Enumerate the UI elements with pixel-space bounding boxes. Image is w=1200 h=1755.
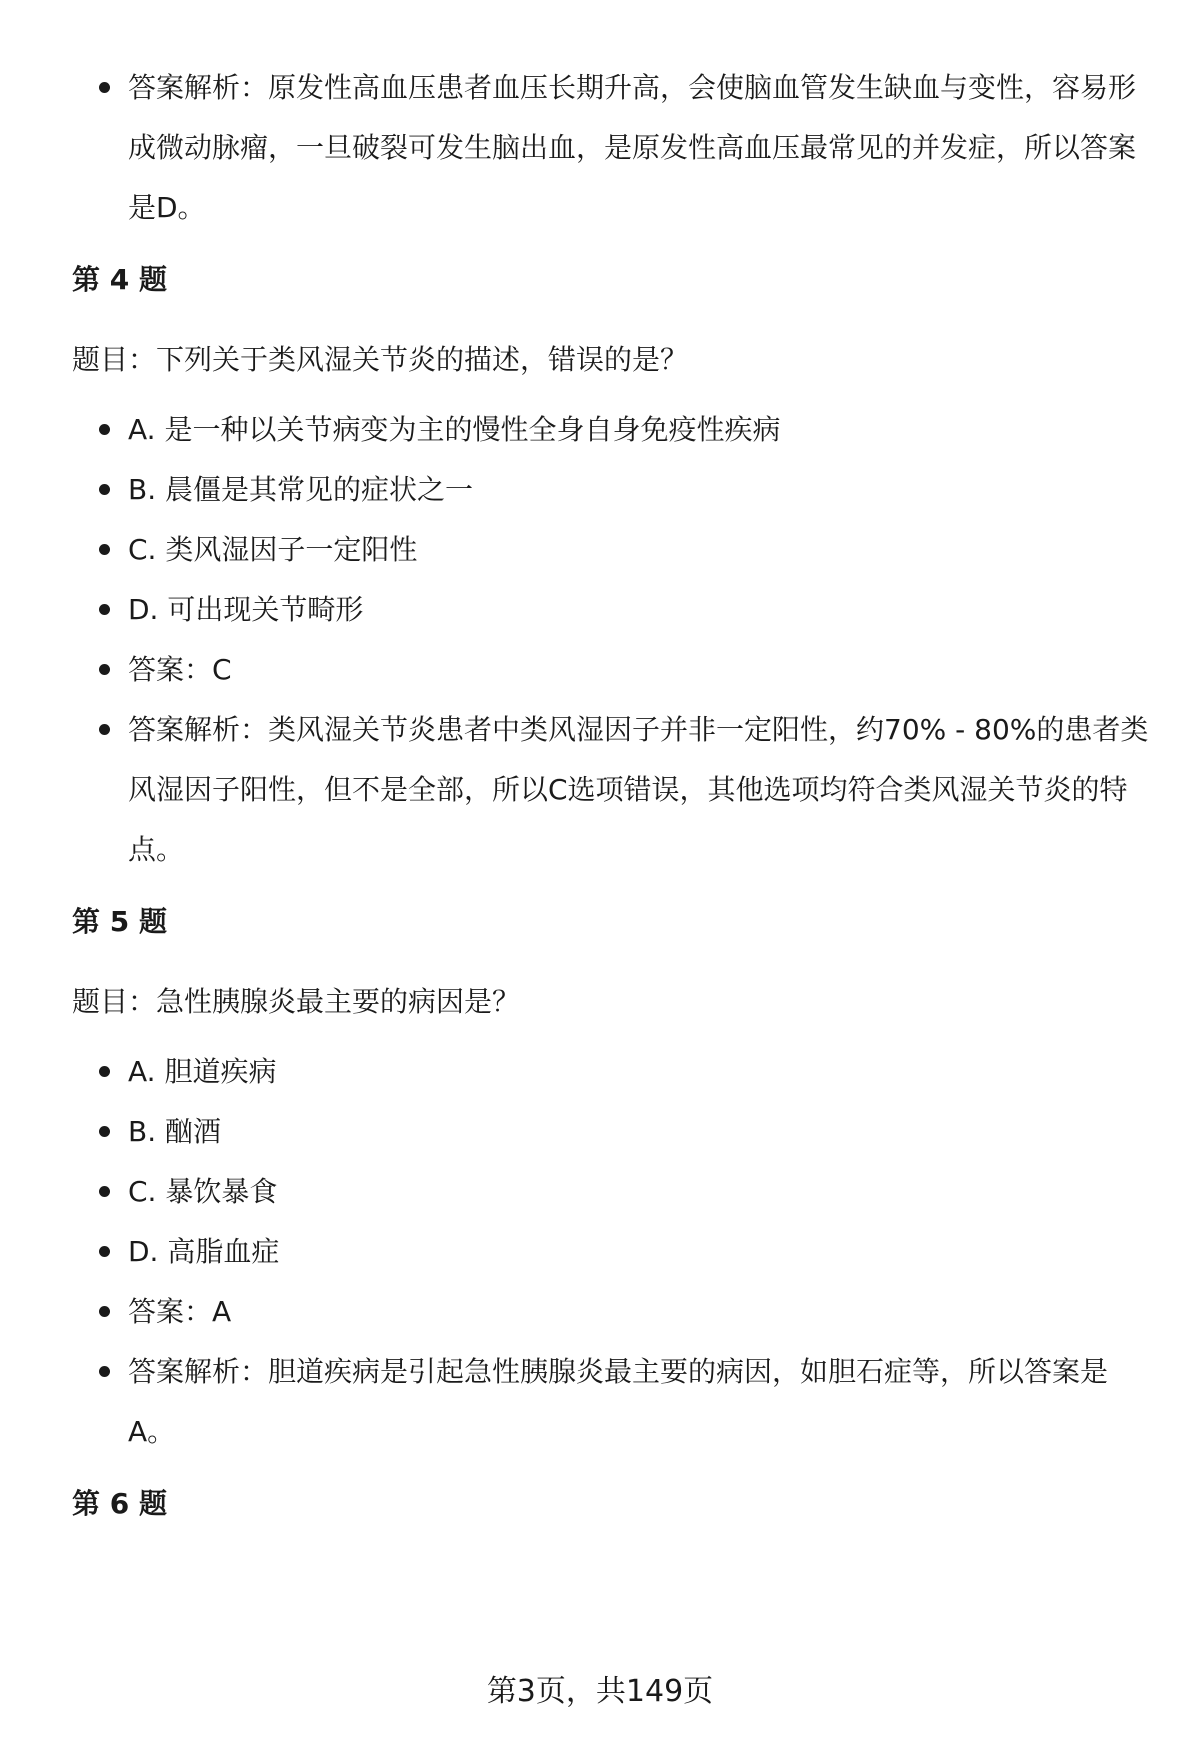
q5-list [72,1042,1152,1462]
q5-option-a: A. 胆道疾病 [72,1042,1152,1102]
q5-option-d: D. 高脂血症 [72,1222,1152,1282]
page-footer: 第3页，共149页 [486,1674,714,1709]
q5-question: 题目：急性胰腺炎最主要的病因是？ [72,985,521,1018]
q5-explanation: 答案解析：胆道疾病是引起急性胰腺炎最主要的病因，如胆石症等，所以答案是A。 [72,1342,1152,1462]
q5-option-c: C. 暴饮暴食 [72,1162,1152,1222]
q4-heading: 第 4 题 [72,263,167,296]
q3-explanation: 答案解析：原发性高血压患者血压长期升高，会使脑血管发生缺血与变性，容易形成微动脉瘤，一旦破裂可发生脑出血，是原发性高血压最常见的并发症，所以答案是D。 [72,58,1152,238]
q4-list [72,400,1152,880]
q6-heading: 第 6 题 [72,1487,167,1520]
q5-heading: 第 5 题 [72,905,167,938]
q5-answer: 答案：A [72,1282,1152,1342]
q4-option-d: D. 可出现关节畸形 [72,580,1152,640]
q3-continuation-list [72,58,1152,238]
q4-option-a: A. 是一种以关节病变为主的慢性全身自身免疫性疾病 [72,400,1152,460]
q4-explanation: 答案解析：类风湿关节炎患者中类风湿因子并非一定阳性，约70% - 80%的患者类风湿因子阳性，但不是全部，所以C选项错误，其他选项均符合类风湿关节炎的特点。 [72,700,1152,880]
q4-answer: 答案：C [72,640,1152,700]
q5-option-b: B. 酗酒 [72,1102,1152,1162]
q4-question: 题目：下列关于类风湿关节炎的描述，错误的是？ [72,343,689,376]
q4-option-c: C. 类风湿因子一定阳性 [72,520,1152,580]
q4-option-b: B. 晨僵是其常见的症状之一 [72,460,1152,520]
page-content [72,58,1152,1524]
